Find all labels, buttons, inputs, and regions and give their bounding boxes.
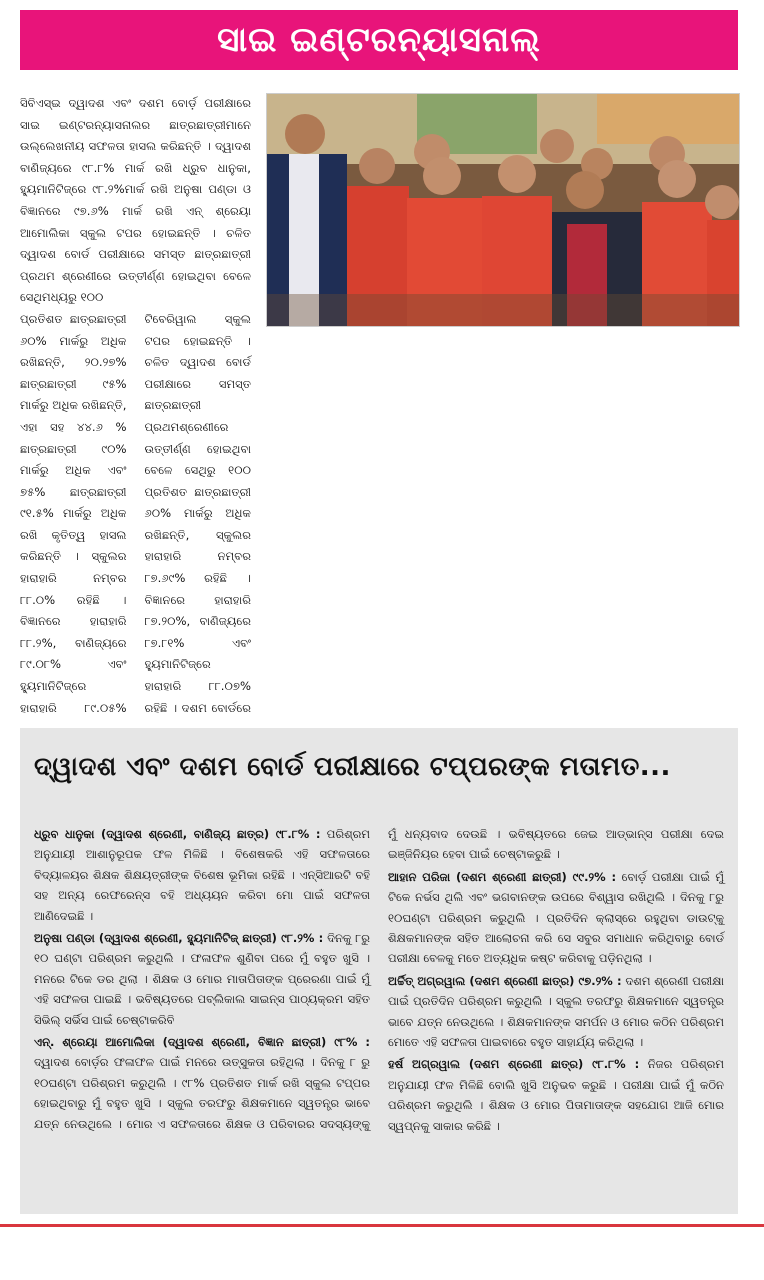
opinion-text: ଦିନକୁ ୮ରୁ ୧୦ ଘଣ୍ଟା ପରିଶ୍ରମ କରୁଥିଲି । ଫଳାଫଳ ଶୁଣିବା ପରେ ମୁଁ ବହୁତ ଖୁସି । ମନରେ ଟିକେ ଡର ଥିଲା । ଶିକ୍ଷକ ଓ ମୋର ମାତାପିତାଙ୍କ ପ୍ରେରଣା ପାଇଁ ମୁଁ ଏହି ସଫଳତା ପାଇଛି । ଭବିଷ୍ୟତରେ ପବ୍ଲିକାଲ ସାଇନ୍ସ ପାଠ୍ୟକ୍ରମ ସହିତ ସିଭିଲ୍ ସର୍ଭିସ ପାଇଁ ଚେଷ୍ଟାକରିବି (34, 931, 370, 1027)
opinion-item (388, 971, 724, 1053)
banner-title: ସାଇ ଇଣ୍ଟରନ୍ୟାସନାଲ୍ (217, 20, 541, 60)
photo-space (259, 93, 738, 337)
bottom-divider (0, 1224, 764, 1227)
opinion-item (34, 824, 370, 926)
article-column-1: ପ୍ରତିଶତ ଛାତ୍ରଛାତ୍ରୀ ୬୦% ମାର୍କରୁ ଅଧିକ ରଖିଛନ୍ତି, ୨୦.୨୭% ଛାତ୍ରଛାତ୍ରୀ ୯୫% ମାର୍କରୁ ଅଧିକ ରଖିଛନ୍ତି, ଏହା ସହ ୪୪.୬ % ଛାତ୍ରଛାତ୍ରୀ ୯୦% ମାର୍କରୁ ଅଧିକ ଏବଂ ୭୫% ଛାତ୍ରଛାତ୍ରୀ ୯୧.୫% ମାର୍କରୁ ଅଧିକ ରଖି କୃତିତ୍ୱ ହାସଲ କରିଛନ୍ତି । ସ୍କୁଲର ହାରାହାରି ନମ୍ବର ୮୮.୦% ରହିଛି । ବିଜ୍ଞାନରେ ହାରାହାରି ୮୮.୨%, ବାଣିଜ୍ୟରେ ୮୯.୦୮% ଏବଂ ହ୍ୟୁମାନିଟିଜ୍‌ରେ ହାରାହାରି ୮୯.୦୫% (20, 311, 127, 715)
opinion-item (388, 1054, 724, 1136)
article-columns (20, 309, 251, 718)
opinion-text: ବୋର୍ଡ଼ ପରୀକ୍ଷା ପାଇଁ ମୁଁ ଟିକେ ନର୍ଭସ ଥିଲି ଏବଂ ଭଗବାନଙ୍କ ଉପରେ ବିଶ୍ୱାସ ରଖିଥିଲି । ଦିନକୁ ୮ରୁ ୧୦ଘଣ୍ଟା ପରିଶ୍ରମ କରୁଥିଲି । ପ୍ରତିଦିନ କ୍ଲାସ୍‌ରେ ରହୁଥିବା ଡାଉଟ୍‌କୁ ଶିକ୍ଷକମାନଙ୍କ ସହିତ ଆଲୋଚନା କରି ସେ ସବୁର ସମାଧାନ କରିଥିବାରୁ ବୋର୍ଡ ପରୀକ୍ଷା ବେଳକୁ ମତେ ଅତ୍ୟଧିକ କଷ୍ଟ କରିବାକୁ ପଡ଼ିନଥିଲା । (388, 869, 725, 966)
article-column-2: ଟିବେରିୱାଲ ସ୍କୁଲ ଟପର ହୋଇଛନ୍ତି । ଚଳିତ ଦ୍ୱାଦଶ ବୋର୍ଡ ପରୀକ୍ଷାରେ ସମସ୍ତ ଛାତ୍ରଛାତ୍ରୀ ପ୍ରଥମଶ୍ରେଣୀରେ ଉତ୍ତୀର୍ଣ୍ଣ ହୋଇଥିବା ବେଳେ ସେଥିରୁ ୧୦୦ ପ୍ରତିଶତ ଛାତ୍ରଛାତ୍ରୀ ୬୦% ମାର୍କରୁ ଅଧିକ ରଖିଛନ୍ତି, ସ୍କୁଲର ହାରାହାରି ନମ୍ବର ୮୭.୬୯% ରହିଛି । ବିଜ୍ଞାନରେ ହାରାହାରି ୮୭.୨୦%, ବାଣିଜ୍ୟରେ ୮୭.୮୧% ଏବଂ ହ୍ୟୁମାନିଟିଜ୍‌ରେ ହାରାହାରି ୮୮.୦୭% ରହିଛି । ଦଶମ ବୋର୍ଡରେ (144, 311, 251, 715)
header-banner (20, 10, 738, 70)
toppers-opinion-section (20, 728, 738, 1214)
article-intro: ସିବିଏସ୍‌ଇ ଦ୍ୱାଦଶ ଏବଂ ଦଶମ ବୋର୍ଡ଼ ପରୀକ୍ଷାରେ ସାଇ ଇଣ୍ଟରନ୍ୟାସନାଲର ଛାତ୍ରଛାତ୍ରୀମାନେ ଉଲ୍ଲେଖନୀୟ ସଫଳତା ହାସଲ କରିଛନ୍ତି । ଦ୍ୱାଦଶ ବାଣିଜ୍ୟରେ ୯୮.୮% ମାର୍କ ରଖି ଧ୍ରୁବ ଧାନୁକା, ହ୍ୟୁମାନିଟିଜ୍‌ରେ ୯୮.୨%ମାର୍କ ରଖି ଅନୁଷା ପଣ୍ଡା ଓ ବିଜ୍ଞାନରେ ୯୭.୬% ମାର୍କ ରଖି ଏନ୍ ଶ୍ରେୟା ଆମୋଲିକା ସ୍କୁଲ ଟପର ହୋଇଛନ୍ତି । ଚଳିତ ଦ୍ୱାଦଶ ବୋର୍ଡ ପରୀକ୍ଷାରେ ସମସ୍ତ ଛାତ୍ରଛାତ୍ରୀ ପ୍ରଥମ ଶ୍ରେଣୀରେ ଉତ୍ତୀର୍ଣ୍ଣ ହୋଇଥିବା ବେଳେ ସେଥିମଧ୍ୟରୁ ୧୦୦ (20, 96, 251, 305)
opinion-head: ଧ୍ରୁବ ଧାନୁକା (ଦ୍ୱାଦଶ ଶ୍ରେଣୀ, ବାଣିଜ୍ୟ ଛାତ୍ର) ୯୮.୮% : (34, 827, 321, 841)
article-body (20, 93, 738, 718)
opinion-head: ଅନୁଷା ପଣ୍ଡା (ଦ୍ୱାଦଶ ଶ୍ରେଣୀ, ହ୍ୟୁମାନିଟିଜ୍ ଛାତ୍ରୀ) ୯୮.୨% : (34, 931, 324, 946)
opinion-head: ହର୍ଷ ଅଗ୍ରୱାଲ (ଦଶମ ଶ୍ରେଣୀ ଛାତ୍ର) ୯୮.୮% : (388, 1057, 640, 1072)
opinion-text: ନିଜର ପରିଶ୍ରମ ଅନୁଯାୟୀ ଫଳ ମିଳିଛି ବୋଲି ଖୁସି ଅନୁଭବ କରୁଛି । ପରୀକ୍ଷା ପାଇଁ ମୁଁ କଠିନ ପରିଶ୍ରମ କରୁଥିଲି । ଶିକ୍ଷକ ଓ ମୋର ପିତାମାତାଙ୍କ ସହଯୋଗ ଆଜି ମୋର ସ୍ୱପ୍ନକୁ ସାକାର କରିଛି । (388, 1057, 725, 1133)
opinions-list (34, 824, 724, 1210)
section-title: ଦ୍ୱାଦଶ ଏବଂ ଦଶମ ବୋର୍ଡ ପରୀକ୍ଷାରେ ଟପ୍ପରଙ୍କ ମତାମତ... (34, 752, 671, 782)
opinion-text: ଦ୍ୱାଦଶ ବୋର୍ଡ଼ର ଫଳାଫଳ ପାଇଁ ମନରେ ଉତ୍ସୁକତା ରହିଥିଲା । ଦିନକୁ ୮ ରୁ ୧୦ଘଣ୍ଟା ପରିଶ୍ରମ କରୁଥିଲି । ୯୮% ପ୍ରତିଶତ ମାର୍କ ରଖି ସ୍କୁଲ ଟପ୍ପର ହୋଇଥିବାରୁ ମୁଁ ବହୁତ ଖୁସି । ସ୍କୁଲ ତରଫରୁ ଶିକ୍ଷକମାନେ ସ୍ୱତନ୍ତ୍ର ଭାବେ ଯତ୍ନ ନେଉଥିଲେ । ମୋର ଏ ସଫଳତାରେ ଶିକ୍ଷକ ଓ ପରିବାରର ସଦସ୍ୟଙ୍କୁ ମୁଁ ଧନ୍ୟବାଦ ଦେଉଛି । ଭବିଷ୍ୟତରେ ଜେଇ ଆଡ୍‌ଭାନ୍ସ ପରୀକ୍ଷା ଦେଇ ଇଞ୍ଜିନିୟର ହେବା ପାଇଁ ଚେଷ୍ଟାକରୁଛି । (34, 827, 724, 1131)
opinion-head: ଆହାନ ପରିଜା (ଦଶମ ଶ୍ରେଣୀ ଛାତ୍ରୀ) ୯୯.୨% : (388, 869, 617, 884)
opinion-item (34, 928, 370, 1030)
opinion-item (388, 867, 724, 969)
opinion-head: ଏନ୍. ଶ୍ରେୟା ଆମୋଲିକା (ଦ୍ୱାଦଶ ଶ୍ରେଣୀ, ବିଜ୍ଞାନ ଛାତ୍ରୀ) ୯୮% : (34, 1035, 370, 1050)
opinion-text: ଦଶମ ଶ୍ରେଣୀ ପରୀକ୍ଷା ପାଇଁ ପ୍ରତିଦିନ ପରିଶ୍ରମ କରୁଥିଲି । ସ୍କୁଲ ତରଫରୁ ଶିକ୍ଷକମାନେ ସ୍ୱତନ୍ତ୍ର ଭାବେ ଯତ୍ନ ନେଉଥିଲେ । ଶିକ୍ଷକମାନଙ୍କ ସମର୍ପନ ଓ ମୋର କଠିନ ପରିଶ୍ରମ ମୋତେ ଏହି ସଫଳତା ପାଇବାରେ ବହୁତ ସାହାର୍ଯ୍ୟ କରିଥିଲା । (388, 973, 725, 1050)
opinion-head: ଅର୍ଚ୍ଚିତ୍ ଅଗ୍ରୱାଲ (ଦଶମ ଶ୍ରେଣୀ ଛାତ୍ର) ୯୭.୨% : (388, 973, 622, 988)
opinion-text: ପରିଶ୍ରମ ଅନୁଯାୟୀ ଆଶାନୁରୂପକ ଫଳ ମିଳିଛି । ବିଶେଷକରି ଏହି ସଫଳତାରେ ବିଦ୍ୟାଳୟର ଶିକ୍ଷକ ଶିକ୍ଷୟତ୍ରୀଙ୍କ ବିଶେଷ ଭୂମିକା ରହିଛି । ଏନ୍‌ସିଆରଟି ବହି ସହ ଅନ୍ୟ ରେଫରେନ୍ସ ବହି ଅଧ୍ୟୟନ କରିବା ମୋ ପାଇଁ ସଫଳତା ଆଣିଦେଇଛି । (34, 827, 370, 923)
